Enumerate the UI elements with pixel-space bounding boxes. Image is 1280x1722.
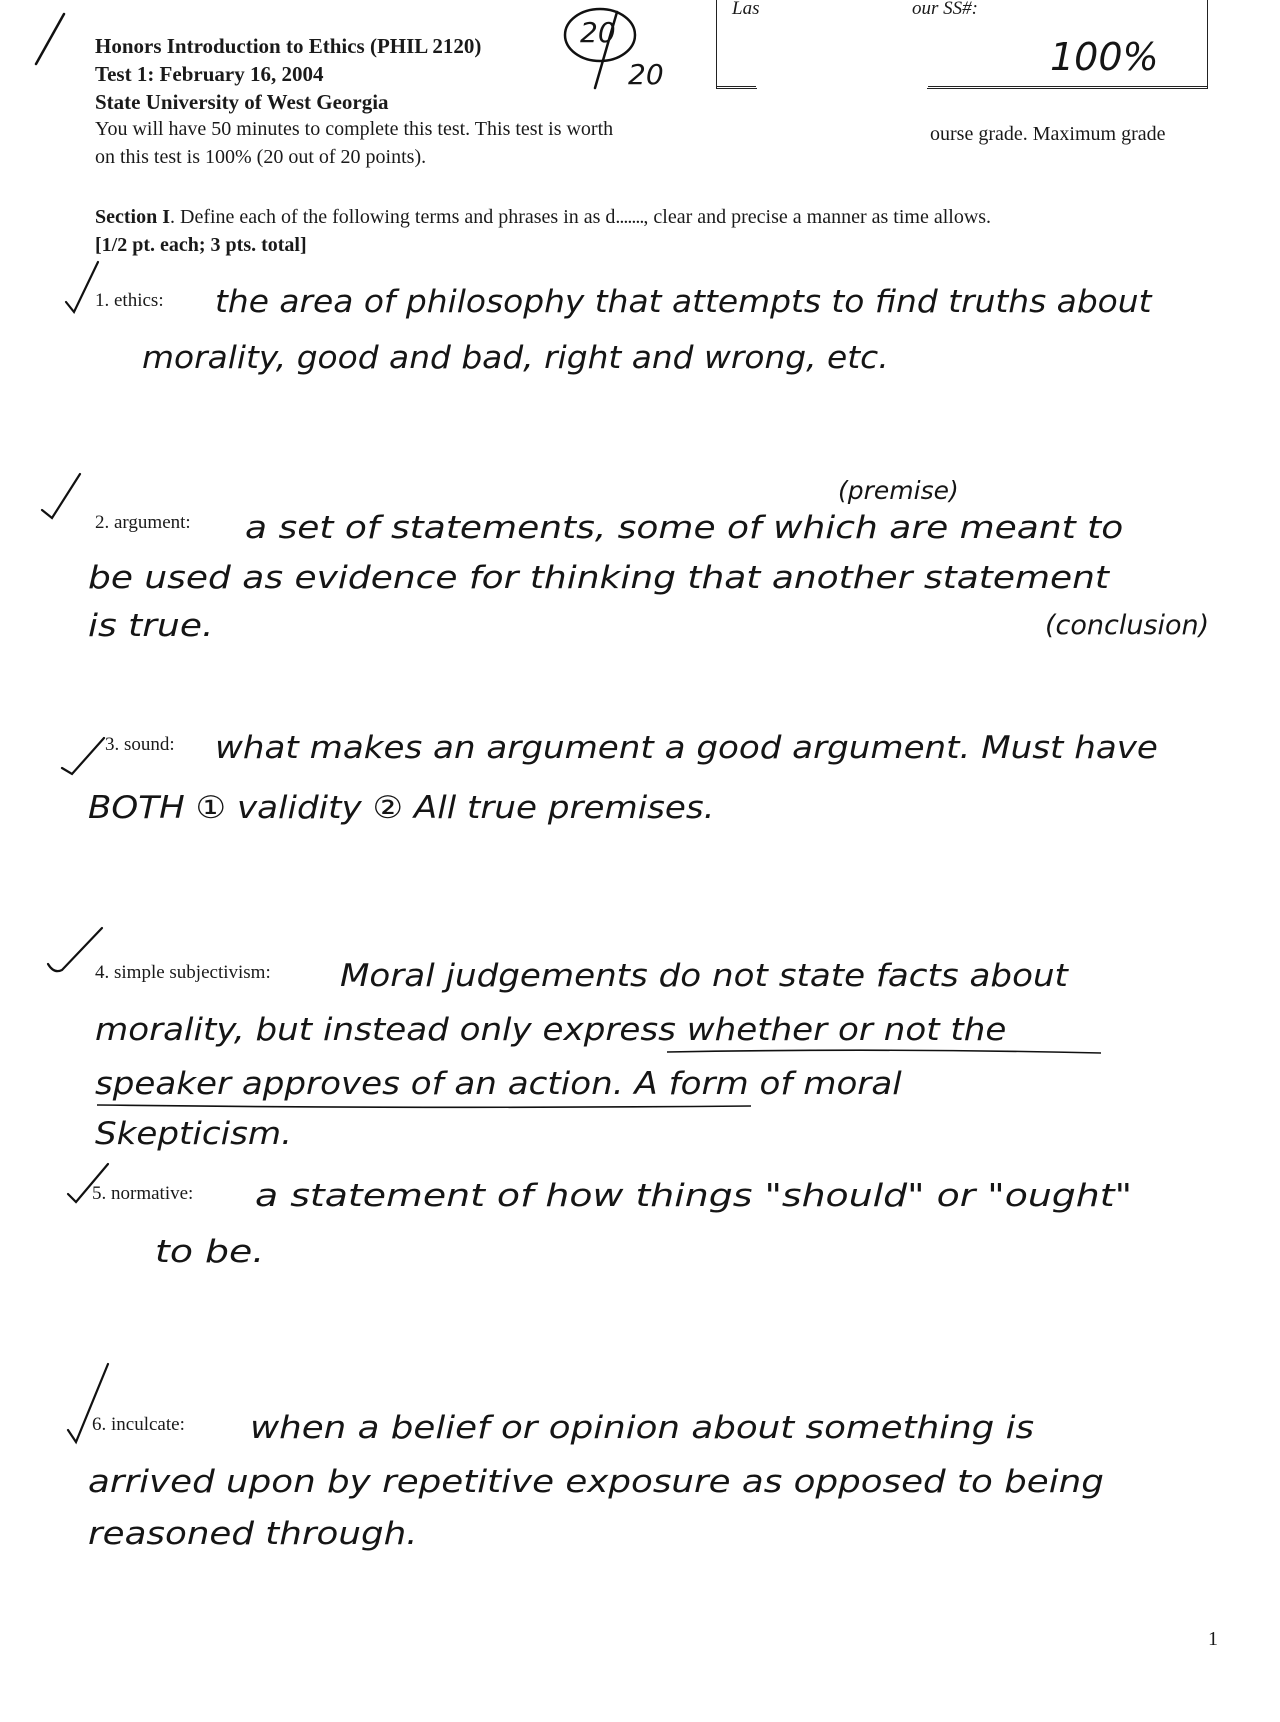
premise-note: (premise) — [838, 476, 959, 505]
answer-subjectivism-line-1: Moral judgements do not state facts about — [340, 958, 1068, 994]
answer-argument-line-3: is true. — [88, 608, 214, 644]
course-title: Honors Introduction to Ethics (PHIL 2120) — [95, 34, 482, 58]
instructions-right: ourse grade. Maximum grade — [930, 123, 1166, 145]
answer-sound-line-1: what makes an argument a good argument. Must have — [215, 730, 1158, 766]
score-total: 20 — [628, 58, 664, 91]
section-heading-text-b: , clear and precise a manner as time allows. — [643, 206, 992, 228]
name-box-divider — [716, 86, 756, 87]
answer-normative-line-2: to be. — [155, 1234, 265, 1270]
score-earned: 20 — [580, 16, 616, 49]
corner-slash-mark — [30, 10, 70, 70]
term-label-normative: 5. normative: — [92, 1183, 194, 1204]
test-date: Test 1: February 16, 2004 — [95, 62, 324, 86]
conclusion-note: (conclusion) — [1045, 610, 1210, 641]
section-heading — [95, 206, 991, 229]
answer-sound-line-2: BOTH ① validity ② All true premises. — [88, 790, 715, 826]
box-gap-cover — [757, 84, 927, 90]
term-label-inculcate: 6. inculcate: — [92, 1414, 185, 1435]
instructions-left: You will have 50 minutes to complete this test. This test is worth — [95, 118, 614, 140]
answer-subjectivism-line-2: morality, but instead only express whether or not the — [95, 1012, 1007, 1048]
ss-number-label: our SS#: — [912, 0, 978, 19]
page-number: 1 — [1208, 1628, 1218, 1650]
section-points: [1/2 pt. each; 3 pts. total] — [95, 234, 307, 256]
answer-ethics-line-1: the area of philosophy that attempts to find truths about — [215, 284, 1152, 320]
underline-express — [665, 1046, 1105, 1056]
section-heading-text-a: . Define each of the following terms and phrases in as d — [170, 206, 616, 228]
answer-ethics-line-2: morality, good and bad, right and wrong, etc. — [142, 340, 889, 376]
underline-speaker — [95, 1101, 755, 1111]
answer-inculcate-line-1: when a belief or opinion about something is — [250, 1410, 1035, 1446]
school-name: State University of West Georgia — [95, 90, 389, 114]
section-heading-smudge: ....... — [615, 206, 644, 228]
term-label-simple-subjectivism: 4. simple subjectivism: — [95, 962, 271, 983]
answer-subjectivism-line-4: Skepticism. — [95, 1116, 292, 1152]
check-mark-2 — [38, 470, 88, 522]
check-mark-3 — [58, 734, 110, 778]
term-label-sound: 3. sound: — [105, 734, 175, 755]
answer-argument-line-1: a set of statements, some of which are meant to — [245, 510, 1124, 546]
grade-percent: 100% — [1050, 35, 1159, 79]
instructions-line-2: on this test is 100% (20 out of 20 points). — [95, 146, 427, 168]
answer-inculcate-line-3: reasoned through. — [88, 1516, 418, 1552]
answer-inculcate-line-2: arrived upon by repetitive exposure as opposed to being — [88, 1464, 1104, 1500]
answer-subjectivism-line-3: speaker approves of an action. A form of moral — [95, 1066, 902, 1102]
term-label-ethics: 1. ethics: — [95, 290, 164, 311]
answer-normative-line-1: a statement of how things "should" or "ought" — [255, 1178, 1133, 1214]
answer-argument-line-2: be used as evidence for thinking that another statement — [88, 560, 1110, 596]
last-name-label: Las — [732, 0, 760, 19]
section-heading-bold: Section I — [95, 206, 170, 228]
ss-box-bottom — [928, 86, 1208, 87]
term-label-argument: 2. argument: — [95, 512, 191, 533]
